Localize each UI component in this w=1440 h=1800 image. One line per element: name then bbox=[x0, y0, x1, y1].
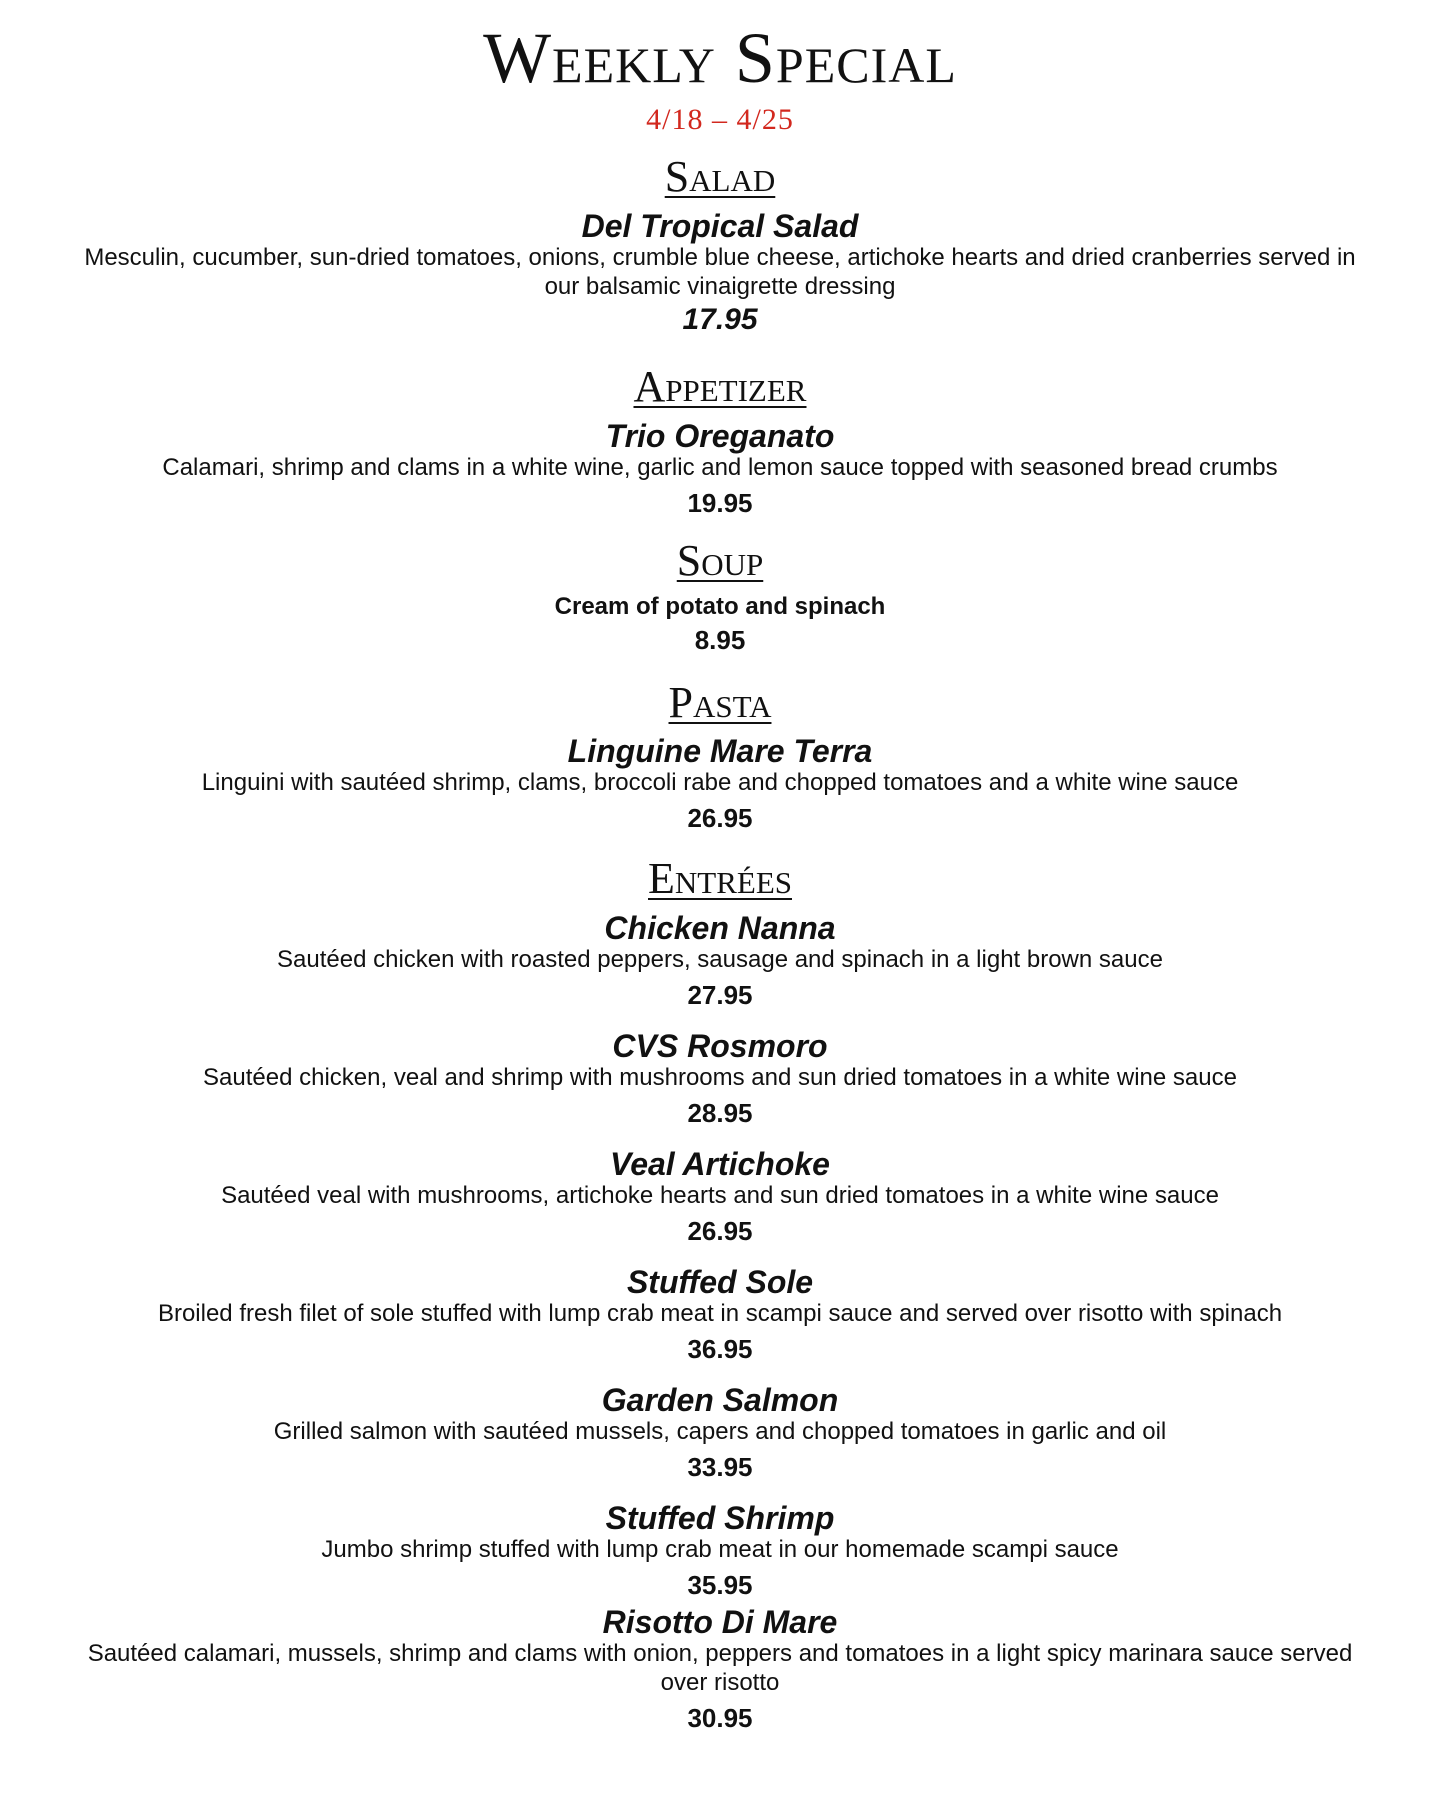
item-name: Veal Artichoke bbox=[610, 1146, 830, 1182]
item-price: 19.95 bbox=[687, 488, 753, 518]
item-description: Grilled salmon with sautéed mussels, capers and chopped tomatoes in garlic and oil bbox=[273, 1418, 1167, 1445]
section-heading-pasta: Pasta bbox=[668, 678, 772, 727]
item-name: Garden Salmon bbox=[601, 1382, 839, 1418]
item-price: 28.95 bbox=[687, 1098, 753, 1128]
item-description: Sautéed chicken, veal and shrimp with mushrooms and sun dried tomatoes in a white wine sauce bbox=[203, 1064, 1237, 1091]
item-price: 26.95 bbox=[687, 1216, 753, 1246]
item-description: Calamari, shrimp and clams in a white wine, garlic and lemon sauce topped with seasoned bread crumbs bbox=[162, 454, 1278, 481]
item-description: Linguini with sautéed shrimp, clams, broccoli rabe and chopped tomatoes and a white wine sauce bbox=[201, 769, 1239, 796]
item-name: Trio Oreganato bbox=[605, 418, 835, 454]
section-heading-appetizer: Appetizer bbox=[633, 362, 807, 411]
item-description: Sautéed chicken with roasted peppers, sausage and spinach in a light brown sauce bbox=[277, 946, 1163, 973]
page-title: Weekly Special bbox=[483, 18, 957, 98]
section-heading-soup: Soup bbox=[676, 536, 764, 585]
item-name: Risotto Di Mare bbox=[602, 1604, 838, 1640]
item-name: Chicken Nanna bbox=[604, 910, 836, 946]
section-heading-entrees: Entrées bbox=[648, 854, 792, 903]
item-price: 8.95 bbox=[694, 625, 746, 655]
item-price: 30.95 bbox=[687, 1703, 753, 1733]
item-name: Del Tropical Salad bbox=[581, 208, 859, 244]
date-range: 4/18 – 4/25 bbox=[646, 103, 794, 136]
item-price: 36.95 bbox=[687, 1334, 753, 1364]
item-description: Broiled fresh filet of sole stuffed with lump crab meat in scampi sauce and served over risotto with spinach bbox=[157, 1300, 1283, 1327]
item-price: 17.95 bbox=[682, 303, 758, 336]
item-price: 26.95 bbox=[687, 803, 753, 833]
item-description: Jumbo shrimp stuffed with lump crab meat in our homemade scampi sauce bbox=[321, 1536, 1119, 1563]
item-name: Stuffed Sole bbox=[626, 1264, 814, 1300]
item-description: Mesculin, cucumber, sun-dried tomatoes, onions, crumble blue cheese, artichoke hearts and dried cranberries served in our balsamic vinaigrette dressing bbox=[84, 244, 1356, 300]
item-price: 27.95 bbox=[687, 980, 753, 1010]
item-name: Stuffed Shrimp bbox=[605, 1500, 835, 1536]
item-name: Linguine Mare Terra bbox=[567, 733, 873, 769]
item-price: 35.95 bbox=[687, 1570, 753, 1600]
item-description: Cream of potato and spinach bbox=[554, 593, 886, 620]
item-description: Sautéed calamari, mussels, shrimp and clams with onion, peppers and tomatoes in a light spicy marinara sauce served over risotto bbox=[87, 1640, 1353, 1696]
item-name: CVS Rosmoro bbox=[612, 1028, 828, 1064]
item-description: Sautéed veal with mushrooms, artichoke hearts and sun dried tomatoes in a white wine sauce bbox=[221, 1182, 1219, 1209]
item-price: 33.95 bbox=[687, 1452, 753, 1482]
section-heading-salad: Salad bbox=[664, 152, 776, 201]
